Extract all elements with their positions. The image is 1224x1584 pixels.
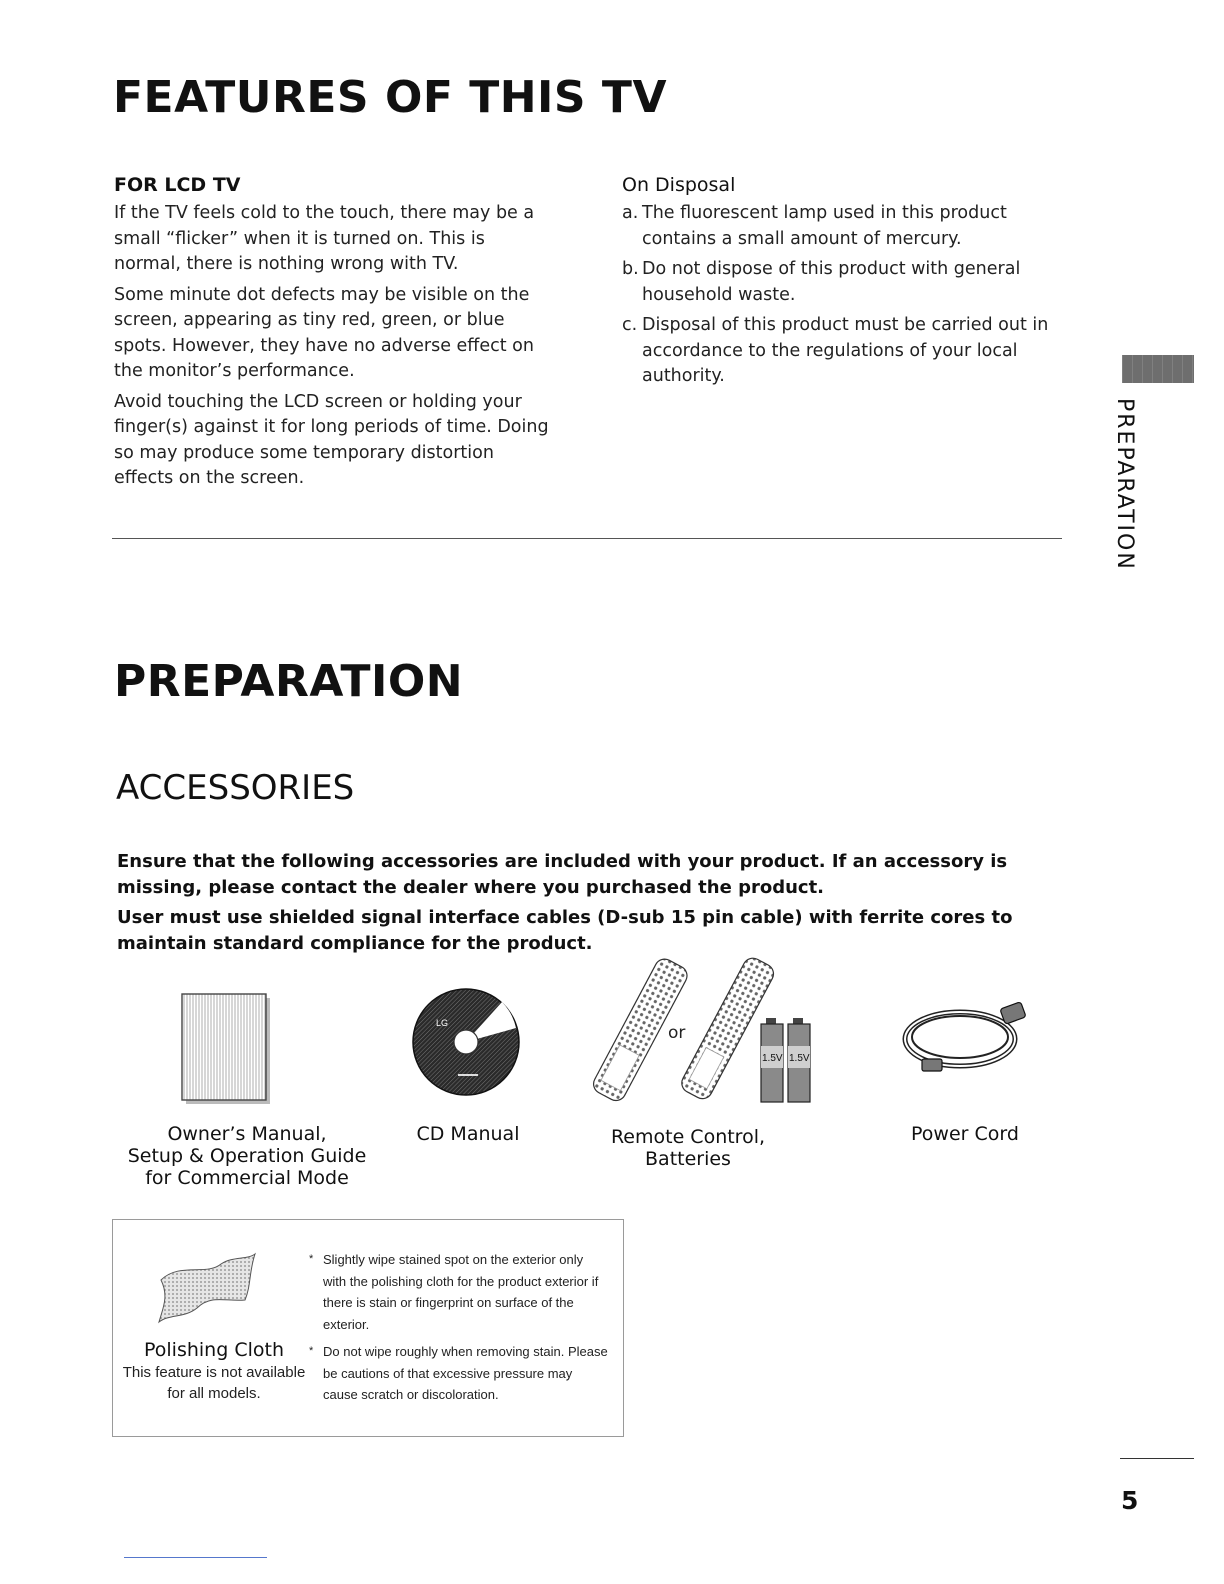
- lcd-body: [114, 201, 554, 492]
- disposal-item: [622, 201, 1052, 252]
- lcd-heading: FOR LCD TV: [114, 174, 241, 196]
- cord-coil-inner: [912, 1016, 1008, 1058]
- list-marker: b.: [622, 259, 639, 279]
- lcd-section: [114, 174, 554, 497]
- remote-caption: Remote Control, Batteries: [610, 1126, 766, 1170]
- manual-image: [180, 992, 274, 1108]
- features-title: FEATURES OF THIS TV: [113, 72, 667, 123]
- disposal-list: [622, 201, 1052, 390]
- svg-text:1.5V: 1.5V: [762, 1053, 783, 1064]
- lcd-paragraph: If the TV feels cold to the touch, there may be a small “flicker” when it is turned on. This is normal, there is nothing wrong with TV.: [114, 203, 535, 274]
- page-number: 5: [1121, 1486, 1139, 1515]
- intro-paragraph: Ensure that the following accessories are included with your product. If an accessory is missing, please contact the dealer where you purchased the product.: [117, 851, 1008, 898]
- cd-image: [410, 986, 522, 1098]
- cd-label-line: [458, 1074, 478, 1076]
- battery-right: [788, 1018, 810, 1102]
- disposal-item: [622, 313, 1052, 390]
- page-number-rule: [1120, 1458, 1194, 1459]
- or-label: or: [668, 1023, 686, 1043]
- svg-text:1.5V: 1.5V: [789, 1053, 810, 1064]
- accessories-title: ACCESSORIES: [116, 768, 355, 808]
- list-text: Disposal of this product must be carried out in accordance to the regulations of your local authority.: [642, 315, 1049, 386]
- cloth-notes: [309, 1249, 609, 1406]
- cd-caption: CD Manual: [416, 1123, 520, 1145]
- disposal-heading: On Disposal: [622, 174, 736, 196]
- manual-caption: Owner’s Manual, Setup & Operation Guide for Commercial Mode: [127, 1123, 367, 1189]
- preparation-title: PREPARATION: [114, 656, 464, 707]
- cloth-note: * Slightly wipe stained spot on the exterior only with the polishing cloth for the product exterior if there is stain or fingerprint on surface of the exterior.: [309, 1252, 599, 1332]
- side-tab-marker: [1122, 355, 1194, 383]
- cd-center-hole: [454, 1030, 478, 1054]
- polishing-cloth-box: [112, 1219, 624, 1437]
- intro-paragraph: User must use shielded signal interface cables (D-sub 15 pin cable) with ferrite cores to maintain standard compliance for the product.: [117, 907, 1013, 954]
- cord-connector: [922, 1059, 942, 1071]
- list-text: Do not dispose of this product with general household waste.: [642, 259, 1021, 305]
- list-text: The fluorescent lamp used in this product contains a small amount of mercury.: [642, 203, 1007, 249]
- cloth-name: Polishing Cloth: [144, 1339, 284, 1361]
- accessories-intro: [117, 849, 1052, 961]
- cloth-note: * Do not wipe roughly when removing stain. Please be cautions of that excessive pressure may cause scratch or discoloration.: [309, 1344, 608, 1402]
- power-caption: Power Cord: [911, 1123, 1019, 1145]
- cloth-availability: This feature is not available for all models.: [122, 1364, 306, 1402]
- footer-rule: [124, 1557, 267, 1558]
- battery-left: [761, 1018, 783, 1102]
- cord-plug: [1000, 1002, 1026, 1025]
- section-divider: [112, 538, 1062, 539]
- disposal-section: [622, 174, 1052, 395]
- list-marker: c.: [622, 315, 638, 335]
- polishing-cloth-image: [155, 1252, 261, 1324]
- side-tab-label: PREPARATION: [1112, 398, 1137, 571]
- power-cord-image: [898, 995, 1034, 1081]
- lcd-paragraph: Avoid touching the LCD screen or holding your finger(s) against it for long periods of time. Doing so may produce some temporary distortion effects on the screen.: [114, 391, 549, 488]
- cloth-caption: [113, 1338, 315, 1404]
- list-marker: a.: [622, 203, 639, 223]
- lcd-paragraph: Some minute dot defects may be visible on the screen, appearing as tiny red, green, or blue spots. However, they have no adverse effect on the monitor’s performance.: [114, 284, 534, 381]
- manual-book: [182, 994, 266, 1100]
- remote-batteries-image: [588, 952, 828, 1112]
- cd-logo: LG: [436, 1018, 449, 1028]
- disposal-item: [622, 257, 1052, 308]
